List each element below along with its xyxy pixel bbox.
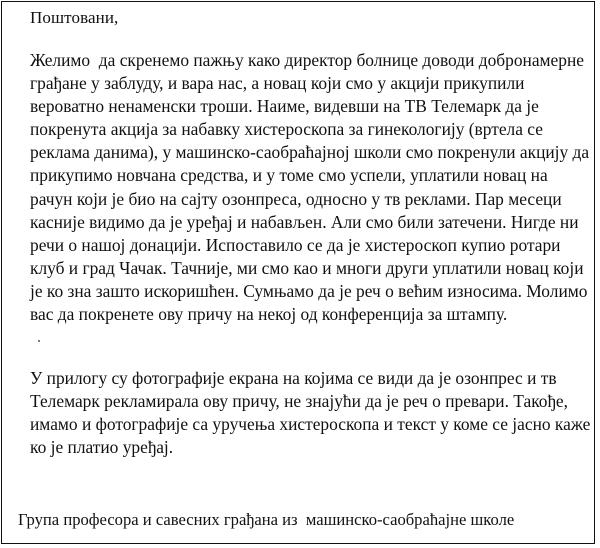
paragraph-line: имамо и фотографије са уручења хистероскопа и текст у коме се јасно каже (30, 414, 591, 435)
paragraph-line: клуб и град Чачак. Тачније, ми смо као и многи други уплатили новац који (30, 257, 584, 278)
paragraph-line: вероватно ненаменски троши. Наиме, видевши на ТВ Телемарк да је (30, 96, 539, 117)
letter-paragraph-1 (30, 49, 589, 326)
paragraph-line: покренута акција за набавку хистероскопа за гинекологију (вртела се (30, 119, 543, 140)
letter-paragraph-2 (30, 367, 590, 459)
paragraph-line: је ко зна зашто искоришћен. Сумњамо да је реч о већим износима. Молимо (30, 280, 588, 301)
letter-salutation: Поштовани, (30, 8, 119, 27)
paragraph-line: вас да покренете ову причу на некој од конференција за штампу. (30, 304, 508, 325)
paragraph-line: рачун који је био на сајту озонпреса, односно у тв реклами. Пар месеци (30, 188, 562, 209)
paragraph-line: реклама данима), у машинско-саобраћајној школи смо покренули акцију да (30, 142, 590, 163)
paragraph-line: касније видимо да је уређај и набављен. Али смо били затечени. Нигде ни (30, 211, 579, 232)
paragraph-line: Желимо да скренемо пажњу како директор болнице доводи добронамерне (30, 50, 585, 70)
letter-signature: Група професора и савесних грађана из машинско-саобраћајне школе (18, 510, 515, 529)
paragraph-line: У прилогу су фотографије екрана на којима се види да је озонпрес и тв (30, 368, 557, 388)
paragraph-line: прикупимо новчана средства, и у томе смо успели, уплатили новац на (30, 165, 548, 186)
paragraph-line: грађане у заблуду, и вара нас, а новац који смо у акцији прикупили (30, 73, 525, 94)
paragraph-line: Телемарк рекламирала ову причу, не знајући да је реч о превари. Такође, (30, 391, 568, 412)
paragraph-line: ко је платио уређај. (30, 437, 174, 458)
paragraph-line: речи о нашој донацији. Испоставило се да је хистероскоп купио ротари (30, 234, 561, 255)
scan-speck (38, 340, 40, 342)
